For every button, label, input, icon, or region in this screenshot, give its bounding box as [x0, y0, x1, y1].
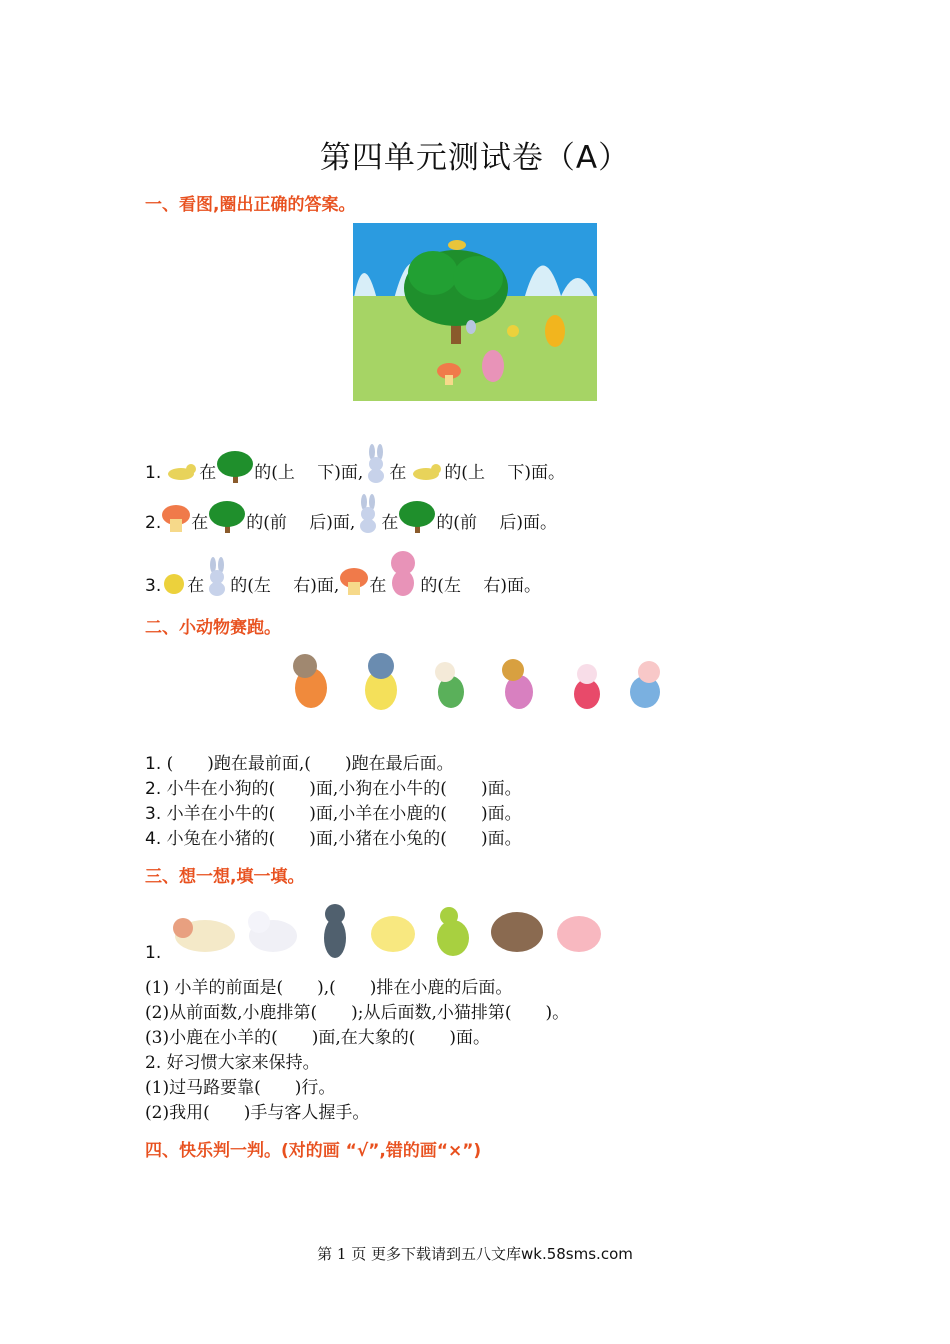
s2-line-3: 3. 小羊在小牛的( )面,小羊在小鹿的( )面。	[145, 804, 522, 824]
sheep-icon	[371, 916, 415, 952]
s1-question-1: 1. 在 的(上 下)面, 在 的(上 下)面。	[145, 444, 565, 484]
s3-q1-num: 1.	[145, 943, 162, 963]
bird-icon	[161, 460, 199, 484]
tree-icon	[398, 500, 436, 534]
s3-line-6: (2)我用( )手与客人握手。	[145, 1103, 370, 1123]
page-footer: 第 1 页 更多下载请到五八文库wk.58sms.com	[317, 1245, 633, 1263]
footer-site: wk.58sms.com	[521, 1245, 633, 1263]
s3-line-2: (2)从前面数,小鹿排第( );从后面数,小猫排第( )。	[145, 1003, 570, 1023]
s2-line-1: 1. ( )跑在最前面,( )跑在最后面。	[145, 754, 454, 774]
cow-icon	[365, 653, 397, 710]
dog-icon	[248, 911, 297, 952]
mushroom-icon	[161, 504, 191, 534]
mushroom-icon	[339, 567, 369, 597]
s3-line-5: (1)过马路要靠( )行。	[145, 1078, 336, 1098]
section1-heading: 一、看图,圈出正确的答案。	[145, 195, 356, 215]
cat-icon	[324, 904, 346, 958]
bird-icon	[406, 460, 444, 484]
scene-picture	[353, 223, 597, 401]
pig-icon	[557, 916, 601, 952]
elephant-icon	[491, 912, 543, 952]
goat-icon	[435, 662, 464, 708]
dog-icon	[293, 654, 327, 708]
page-title: 第四单元测试卷（A）	[319, 140, 631, 176]
section4-heading: 四、快乐判一判。(对的画 “√”,错的画“×”)	[145, 1141, 482, 1161]
deer-icon	[437, 907, 469, 956]
s3-line-1: (1) 小羊的前面是( ),( )排在小鹿的后面。	[145, 978, 513, 998]
elephant-icon	[386, 549, 420, 597]
s3-line-4: 2. 好习惯大家来保持。	[145, 1053, 320, 1073]
rabbit-icon	[574, 664, 600, 709]
tree-icon	[216, 450, 254, 484]
lineup-animals-picture	[165, 898, 605, 964]
section3-heading: 三、想一想,填一填。	[145, 867, 305, 887]
pig-icon	[630, 661, 660, 708]
deer-icon	[502, 659, 533, 709]
race-animals-picture	[283, 648, 675, 720]
s1-question-2: 2. 在 的(前 后)面, 在 的(前 后)面。	[145, 494, 557, 534]
s2-line-2: 2. 小牛在小狗的( )面,小狗在小牛的( )面。	[145, 779, 522, 799]
chick-icon	[161, 571, 187, 597]
s2-line-4: 4. 小兔在小猪的( )面,小猪在小兔的( )面。	[145, 829, 522, 849]
s1-question-3: 3. 在 的(左 右)面, 在 的(左 右)面。	[145, 549, 541, 597]
rabbit-icon	[355, 494, 381, 534]
rabbit-icon	[363, 444, 389, 484]
rabbit-icon	[204, 557, 230, 597]
cow-icon	[173, 918, 235, 952]
s3-line-3: (3)小鹿在小羊的( )面,在大象的( )面。	[145, 1028, 491, 1048]
section2-heading: 二、小动物赛跑。	[145, 618, 281, 638]
tree-icon	[208, 500, 246, 534]
